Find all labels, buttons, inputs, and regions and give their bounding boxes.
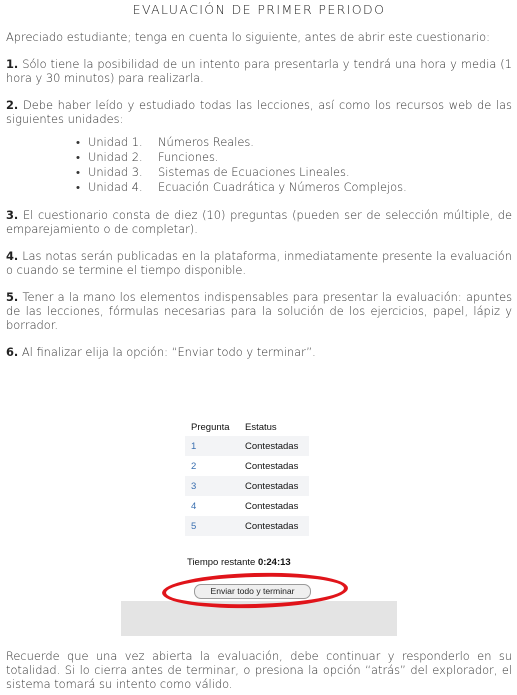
unit-label: Unidad 3. <box>88 165 143 179</box>
question-status: Contestadas <box>239 516 309 536</box>
intro-paragraph: Apreciado estudiante; tenga en cuenta lo siguiente, antes de abrir este cuestionario: <box>6 30 490 44</box>
instruction-item-2 <box>6 98 512 126</box>
item-number: 6. <box>6 345 19 359</box>
unit-list-item <box>76 180 512 195</box>
item-text: Al finalizar elija la opción: “Enviar todo y terminar”. <box>21 345 316 359</box>
time-remaining <box>187 557 291 568</box>
bullet-icon: • <box>76 180 80 194</box>
closing-paragraph: Recuerde que una vez abierta la evaluación, debe continuar y responderlo en su totalidad. Si lo cierra antes de terminar, o presiona la opción “atrás” del explorador, el sistema tomará su intento como válido. <box>6 649 512 691</box>
unit-name: Sistemas de Ecuaciones Lineales. <box>158 165 350 179</box>
page-title: EVALUACIÓN DE PRIMER PERIODO <box>132 2 386 17</box>
bullet-icon: • <box>76 135 80 149</box>
unit-label: Unidad 4. <box>88 180 143 194</box>
column-header-question: Pregunta <box>191 422 230 433</box>
column-header-status: Estatus <box>245 422 277 433</box>
submit-all-button[interactable]: Enviar todo y terminar <box>194 584 311 599</box>
item-number: 2. <box>6 98 19 112</box>
quiz-summary-screenshot <box>121 403 397 636</box>
question-status: Contestadas <box>245 460 299 472</box>
item-text: El cuestionario consta de diez (10) preguntas (pueden ser de selección múltiple, de emparejamiento o de completar). <box>6 208 512 236</box>
instructions-document <box>6 0 512 359</box>
question-link[interactable]: 5 <box>185 516 239 536</box>
unit-list-item <box>76 150 512 165</box>
question-status: Contestadas <box>239 436 309 456</box>
table-row <box>185 456 309 476</box>
unit-name: Ecuación Cuadrática y Números Complejos. <box>158 180 407 194</box>
item-text: Tener a la mano los elementos indispensables para presentar la evaluación: apuntes de las lecciones, fórmulas necesarias para la solución de los ejercicios, papel, lápiz y borrador. <box>6 290 513 332</box>
table-row <box>185 476 309 496</box>
unit-label: Unidad 2. <box>88 150 143 164</box>
bullet-icon: • <box>76 165 80 179</box>
question-link[interactable]: 1 <box>185 436 239 456</box>
instruction-item-5 <box>6 290 512 332</box>
item-number: 4. <box>6 249 19 263</box>
table-row <box>185 516 309 536</box>
item-number: 1. <box>6 57 19 71</box>
question-link[interactable]: 4 <box>191 500 197 512</box>
instruction-item-1 <box>6 57 512 85</box>
question-link[interactable]: 2 <box>191 460 197 472</box>
item-text: Sólo tiene la posibilidad de un intento para presentarla y tendrá una hora y media (1 hora y 30 minutos) para realizarla. <box>6 57 512 85</box>
table-row <box>185 496 309 516</box>
item-number: 5. <box>6 290 19 304</box>
instruction-item-4 <box>6 249 512 277</box>
item-text: Debe haber leído y estudiado todas las lecciones, así como los recursos web de las siguientes unidades: <box>6 98 512 126</box>
units-list <box>6 135 512 195</box>
table-row <box>185 436 309 456</box>
unit-label: Unidad 1. <box>88 135 143 149</box>
unit-name: Funciones. <box>158 150 219 164</box>
bullet-icon: • <box>76 150 80 164</box>
time-remaining-label: Tiempo restante <box>187 557 256 568</box>
instruction-item-3 <box>6 208 512 236</box>
question-link[interactable]: 3 <box>185 476 239 496</box>
instruction-item-6 <box>6 345 512 359</box>
table-header-row <box>185 419 309 436</box>
question-status: Contestadas <box>245 500 299 512</box>
question-status: Contestadas <box>239 476 309 496</box>
item-number: 3. <box>6 208 19 222</box>
time-remaining-value: 0:24:13 <box>257 557 291 568</box>
unit-list-item <box>76 165 512 180</box>
unit-list-item <box>76 135 512 150</box>
item-text: Las notas serán publicadas en la plataforma, inmediatamente presente la evaluación o cuando se termine el tiempo disponible. <box>6 249 512 277</box>
question-status-table <box>185 419 309 536</box>
unit-name: Números Reales. <box>158 135 254 149</box>
